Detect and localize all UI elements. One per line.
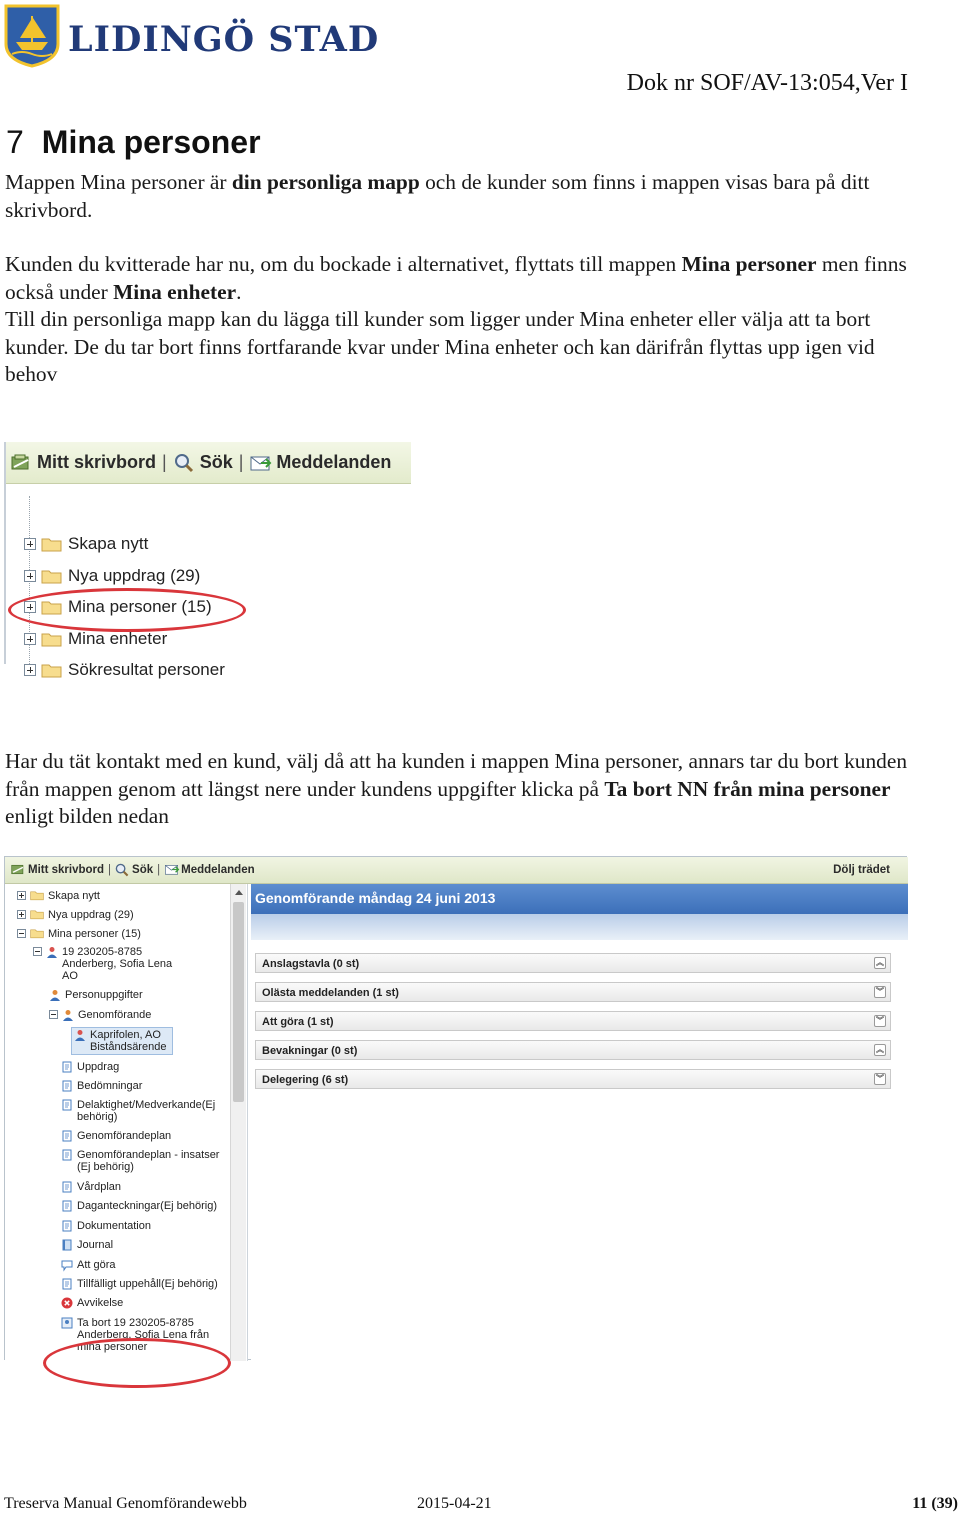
my-desk-tab[interactable]: Mitt skrivbord xyxy=(37,452,157,472)
document-icon xyxy=(61,1220,73,1232)
document-icon xyxy=(61,1080,73,1092)
tree-scrollbar[interactable] xyxy=(230,884,246,1361)
tree-item-person[interactable] xyxy=(33,946,172,982)
folder-open-icon xyxy=(30,928,44,939)
separator: | xyxy=(238,452,244,472)
messages-icon xyxy=(164,863,178,876)
tree-item-participation[interactable] xyxy=(61,1099,215,1123)
panel-label: Bevakningar (0 st) xyxy=(262,1045,358,1057)
collapse-chevron-icon[interactable]: ︽ xyxy=(876,958,884,967)
tree-item-label: Skapa nytt xyxy=(68,534,149,553)
document-icon xyxy=(61,1061,73,1073)
tree-item-label: Mina personer (15) xyxy=(68,597,212,616)
section-title: Mina personer xyxy=(41,124,261,160)
tree-item-label: Genomförandeplan - insatser (Ej behörig) xyxy=(77,1149,220,1173)
section-number: 7 xyxy=(6,124,24,160)
toolbar xyxy=(6,442,411,484)
folder-icon xyxy=(41,569,62,584)
footer-date: 2015-04-21 xyxy=(417,1495,492,1512)
tree-item-plan-efforts[interactable] xyxy=(61,1149,219,1173)
screenshot-tree-menu xyxy=(4,442,411,679)
tree-item-create[interactable] xyxy=(24,532,148,556)
bold-text-run: Ta bort NN från mina personer xyxy=(604,776,891,801)
tree-item-plan[interactable] xyxy=(61,1130,171,1142)
tree-item-label: Kaprifolen, AO Biståndsärende xyxy=(90,1029,167,1053)
search-icon xyxy=(115,863,129,876)
tree-item-label: Genomförandeplan xyxy=(77,1130,172,1142)
page-total: (39) xyxy=(931,1495,958,1512)
tree-item-my-persons[interactable] xyxy=(17,928,141,940)
tree-item-label: Uppdrag xyxy=(77,1061,120,1073)
panel-label: Att göra (1 st) xyxy=(262,1016,334,1028)
expand-chevron-icon[interactable]: ︾ xyxy=(876,1074,884,1083)
tree-item-care-plan[interactable] xyxy=(61,1181,121,1193)
tree-item-label: 19 230205-8785 Anderberg, Sofia Lena AO xyxy=(62,946,173,982)
tree-item-label: Sökresultat personer xyxy=(68,660,225,679)
tree-item-label: Ta bort 19 230205-8785 Anderberg, Sofia Lena från mina personer xyxy=(77,1317,210,1353)
expand-icon[interactable] xyxy=(24,633,36,645)
panel-label: Delegering (6 st) xyxy=(262,1074,349,1086)
document-icon xyxy=(61,1278,73,1290)
panel-todo[interactable] xyxy=(255,1011,891,1031)
separator: | xyxy=(108,863,112,876)
tree-item-daily-notes[interactable] xyxy=(61,1200,217,1212)
expand-icon[interactable] xyxy=(24,664,36,676)
scroll-up-icon[interactable] xyxy=(231,884,247,900)
tree-item-label: Personuppgifter xyxy=(65,989,143,1001)
expand-chevron-icon[interactable]: ︾ xyxy=(876,987,884,996)
bold-text-run: Mina enheter xyxy=(113,279,237,304)
expand-icon[interactable] xyxy=(17,910,26,919)
highlight-circle xyxy=(43,1338,231,1388)
tree-item-new-tasks[interactable] xyxy=(17,909,134,921)
panel-notice-board[interactable] xyxy=(255,953,891,973)
expand-chevron-icon[interactable]: ︾ xyxy=(876,1016,884,1025)
expand-icon[interactable] xyxy=(24,570,36,582)
text-run: Kunden du kvitterade har nu, om du bockade i alternativet, flyttats till mappen xyxy=(5,252,682,276)
collapse-icon[interactable] xyxy=(49,1010,58,1019)
tree-item-documentation[interactable] xyxy=(61,1220,151,1232)
bold-text-run: din personliga mapp xyxy=(231,170,420,194)
document-icon xyxy=(61,1181,73,1193)
expand-icon[interactable] xyxy=(17,891,26,900)
person-icon xyxy=(49,989,61,1001)
city-shield-icon xyxy=(4,4,60,68)
tree-item-tasks[interactable] xyxy=(61,1061,119,1073)
document-icon xyxy=(61,1130,73,1142)
text-run: men finns också under xyxy=(5,252,907,304)
text-run: och de kunder som finns i mappen visas bara på ditt skrivbord. xyxy=(5,170,870,222)
heading-band xyxy=(251,914,908,940)
panel-delegation[interactable] xyxy=(255,1069,891,1089)
separator: | xyxy=(157,863,161,876)
text-run: Till din personliga mapp kan du lägga till kunder som ligger under Mina enheter eller välja att ta bort kunder. De du tar bort finns fortfarande kvar under Mina enheter och kan därifrån flyttas upp igen vid behov xyxy=(5,307,875,386)
error-icon xyxy=(61,1297,73,1309)
tree-item-label: Tillfälligt uppehåll(Ej behörig) xyxy=(77,1278,218,1290)
tree-item-person-info[interactable] xyxy=(49,989,143,1001)
toolbar-tabs xyxy=(11,863,255,876)
document-icon xyxy=(61,1099,73,1111)
messages-tab[interactable]: Meddelanden xyxy=(181,863,255,876)
panel-heading: Genomförande måndag 24 juni 2013 xyxy=(251,884,908,914)
tree-item-assessments[interactable] xyxy=(61,1080,142,1092)
text-run: Har du tät kontakt med en kund, välj då att ha kunden i mappen Mina personer, annars tar du bort kunden från mappen genom att längst nere under kundens uppgifter klicka på xyxy=(5,749,908,801)
tree-item-label: Skapa nytt xyxy=(48,890,100,902)
tree-item-label: Nya uppdrag (29) xyxy=(68,566,201,585)
folder-icon xyxy=(30,890,44,901)
tree-item-deviation[interactable] xyxy=(61,1297,123,1309)
desk-icon xyxy=(11,863,25,876)
person-icon xyxy=(46,946,58,958)
desk-icon xyxy=(10,453,32,473)
tree-item-search-results[interactable] xyxy=(24,658,225,682)
tree-item-kaprifolen[interactable] xyxy=(71,1027,173,1055)
tree-item-label: Mina enheter xyxy=(68,629,168,648)
tree-item-todo[interactable] xyxy=(61,1259,116,1271)
journal-icon xyxy=(61,1239,73,1251)
speech-bubble-icon xyxy=(61,1259,73,1271)
folder-icon xyxy=(41,632,62,647)
bold-text-run: Mina personer xyxy=(681,252,817,276)
tree-item-label: Daganteckningar(Ej behörig) xyxy=(77,1200,218,1212)
tree-item-journal[interactable] xyxy=(61,1239,113,1251)
screenshot-implementation-view xyxy=(4,856,907,1360)
tree-item-label: Genomförande xyxy=(78,1009,152,1021)
panel-unread-messages[interactable] xyxy=(255,982,891,1002)
expand-icon[interactable] xyxy=(24,538,36,550)
tree-item-create[interactable] xyxy=(17,890,100,902)
footer-page-number xyxy=(912,1495,958,1513)
tree-item-label: Delaktighet/Medverkande(Ej behörig) xyxy=(77,1099,216,1123)
separator: | xyxy=(162,452,167,472)
highlight-circle xyxy=(8,588,246,632)
paragraph-remove-customer xyxy=(5,748,925,831)
panel-watches[interactable] xyxy=(255,1040,891,1060)
panel-label: Olästa meddelanden (1 st) xyxy=(262,987,399,999)
section-heading xyxy=(6,124,261,161)
my-desk-tab[interactable]: Mitt skrivbord xyxy=(28,863,105,876)
tree-item-label: Avvikelse xyxy=(77,1297,124,1309)
tree-item-temp-stay[interactable] xyxy=(61,1278,218,1290)
toolbar xyxy=(5,857,908,884)
text-run: . xyxy=(236,279,242,304)
tree-item-implementation[interactable] xyxy=(49,1009,151,1021)
text-run: Mappen Mina personer är xyxy=(5,170,232,194)
tree-item-new-tasks[interactable] xyxy=(24,564,200,588)
person-icon xyxy=(62,1009,74,1021)
paragraph-moved-customer xyxy=(5,251,925,389)
messages-icon xyxy=(249,453,271,473)
scroll-thumb[interactable] xyxy=(233,902,244,1102)
folder-icon xyxy=(30,909,44,920)
logo-text: LIDINGÖ STAD xyxy=(68,18,380,60)
search-tab[interactable]: Sök xyxy=(132,863,154,876)
messages-tab[interactable]: Meddelanden xyxy=(276,452,392,472)
person-icon xyxy=(74,1029,86,1041)
hide-tree-link[interactable]: Dölj trädet xyxy=(833,864,890,876)
navigation-tree xyxy=(5,884,248,1361)
document-number: Dok nr SOF/AV-13:054,Ver I xyxy=(626,70,908,96)
tree-item-label: Att göra xyxy=(77,1259,116,1271)
search-tab[interactable]: Sök xyxy=(199,452,233,472)
lidingo-logo xyxy=(4,4,379,68)
document-icon xyxy=(61,1200,73,1212)
collapse-icon[interactable] xyxy=(17,929,26,938)
collapse-chevron-icon[interactable]: ︽ xyxy=(876,1045,884,1054)
tree-item-label: Journal xyxy=(77,1239,114,1251)
implementation-panel xyxy=(251,884,908,1361)
person-remove-icon xyxy=(61,1317,73,1329)
text-run: enligt bilden nedan xyxy=(5,804,169,828)
paragraph-intro xyxy=(5,169,925,224)
search-icon xyxy=(173,453,195,473)
footer-document-title: Treserva Manual Genomförandewebb xyxy=(4,1495,247,1512)
tree-item-label: Mina personer (15) xyxy=(48,928,141,940)
tree-item-label: Dokumentation xyxy=(77,1220,151,1232)
folder-icon xyxy=(41,663,62,678)
tree-item-label: Vårdplan xyxy=(77,1181,122,1193)
document-icon xyxy=(61,1149,73,1161)
tree-item-label: Nya uppdrag (29) xyxy=(48,909,134,921)
panel-label: Anslagstavla (0 st) xyxy=(262,958,360,970)
collapse-icon[interactable] xyxy=(33,947,42,956)
tree-item-label: Bedömningar xyxy=(77,1080,143,1092)
folder-icon xyxy=(41,537,62,552)
page-number: 11 xyxy=(912,1495,928,1512)
